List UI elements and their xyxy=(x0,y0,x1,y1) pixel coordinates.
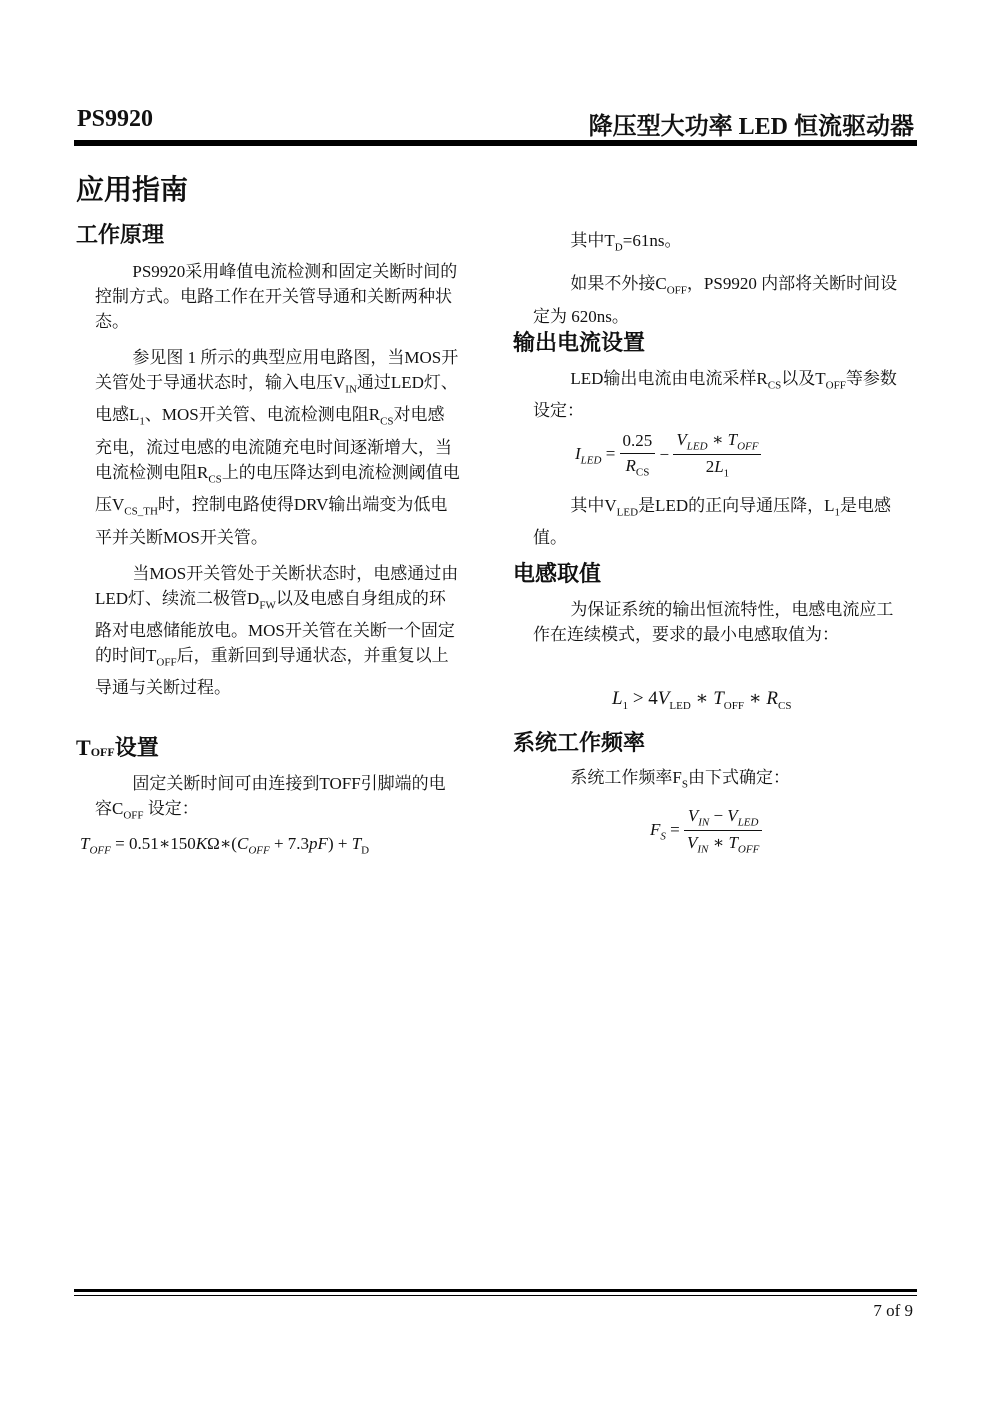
para-inductor: 为保证系统的输出恒流特性，电感电流应工作在连续模式，要求的最小电感取值为： xyxy=(533,600,894,644)
right-column-inductor xyxy=(533,597,898,658)
formula-inductor: $L_1 > 4V_{LED}$ ∗ $T_{OFF}$ ∗ $R_{CS}$ xyxy=(612,688,792,712)
formula-fs-num: $V_{IN} - V_{LED}$ xyxy=(684,806,762,831)
para-iout: LED输出电流由电流采样$R_{CS}$以及$T_{OFF}$等参数设定： xyxy=(533,369,897,421)
left-column xyxy=(95,259,460,711)
heading-principle: 工作原理 xyxy=(76,222,165,247)
formula-toff: $T_{OFF}$ = $0.51∗150K\Omega∗(C_{OFF} + 7.3pF) + T_D$ xyxy=(80,834,370,857)
heading-inductor: 电感取值 xyxy=(513,561,602,586)
formula-fs-frac xyxy=(684,806,762,856)
header-product: PS9920 xyxy=(77,106,154,132)
para-toff: 固定关断时间可由连接到TOFF引脚端的电容$C_{OFF}$ 设定： xyxy=(95,774,446,822)
section-title: 应用指南 xyxy=(76,175,189,206)
formula-iled-num1: 0.25 xyxy=(620,431,656,454)
para-principle-2: 参见图 1 所示的典型应用电路图，当MOS开关管处于导通状态时，输入电压$V_{IN}$通过LED灯、电感$L_1$、MOS开关管、电流检测电阻$R_{CS}$对电感充电，流过电感的电流随充电时间逐渐增大，当电流检测电阻$R_{CS}$上的电压降达到电流检测阈值电压$V_{CS\_TH}$时，控制电路使得DRV输出端变为低电平并关断MOS开关管。 xyxy=(95,348,460,547)
para-principle-1: PS9920采用峰值电流检测和固定关断时间的控制方式。电路工作在开关管导通和关断两种状态。 xyxy=(95,262,458,331)
right-column-iout xyxy=(533,366,898,434)
footer-rule-thick xyxy=(74,1289,917,1292)
heading-output-current: 输出电流设置 xyxy=(513,330,646,355)
formula-iled-num2: $V_{LED}$ ∗ $T_{OFF}$ xyxy=(673,430,761,455)
formula-iled-minus: − xyxy=(659,444,670,464)
para-vled: 其中$V_{LED}$是LED的正向导通压降，$L_1$是电感值。 xyxy=(533,496,891,548)
para-principle-3: 当MOS开关管处于关断状态时，电感通过由LED灯、续流二极管$D_{FW}$以及电感自身组成的环路对电感储能放电。MOS开关管在关断一个固定的时间$T_{OFF}$后，重新回到导通状态，并重复以上导通与关断过程。 xyxy=(95,563,459,698)
formula-iled-lhs: $I_{LED}$ = xyxy=(575,443,616,467)
para-frequency: 系统工作频率$F_S$由下式确定： xyxy=(570,768,790,791)
heading-toff: $T_{OFF}$设置 xyxy=(76,735,159,760)
formula-fs-den: $V_{IN}$ ∗ $T_{OFF}$ xyxy=(686,833,760,856)
heading-frequency: 系统工作频率 xyxy=(513,730,646,755)
formula-fs xyxy=(650,806,762,856)
formula-iled xyxy=(575,430,761,480)
formula-iled-frac2 xyxy=(673,430,761,480)
right-column-top xyxy=(533,228,898,340)
formula-fs-lhs: $F_S$ = xyxy=(650,819,680,843)
formula-iled-frac1 xyxy=(620,431,656,478)
page-number: 7 of 9 xyxy=(873,1301,913,1320)
formula-iled-den2: $2L_1$ xyxy=(705,457,730,480)
para-td: 其中$T_D=61ns$。 xyxy=(570,231,682,254)
header-rule xyxy=(74,140,917,146)
left-column-toff xyxy=(95,771,460,839)
header-title: 降压型大功率 LED 恒流驱动器 xyxy=(588,114,914,140)
footer-rule-thin xyxy=(74,1295,917,1296)
right-column-vled xyxy=(533,493,898,561)
right-column-frequency xyxy=(533,765,898,808)
para-coff-default: 如果不外接$C_{OFF}$，PS9920 内部将关断时间设定为 620ns。 xyxy=(533,274,898,326)
formula-iled-den1: $R_{CS}$ xyxy=(625,456,650,479)
